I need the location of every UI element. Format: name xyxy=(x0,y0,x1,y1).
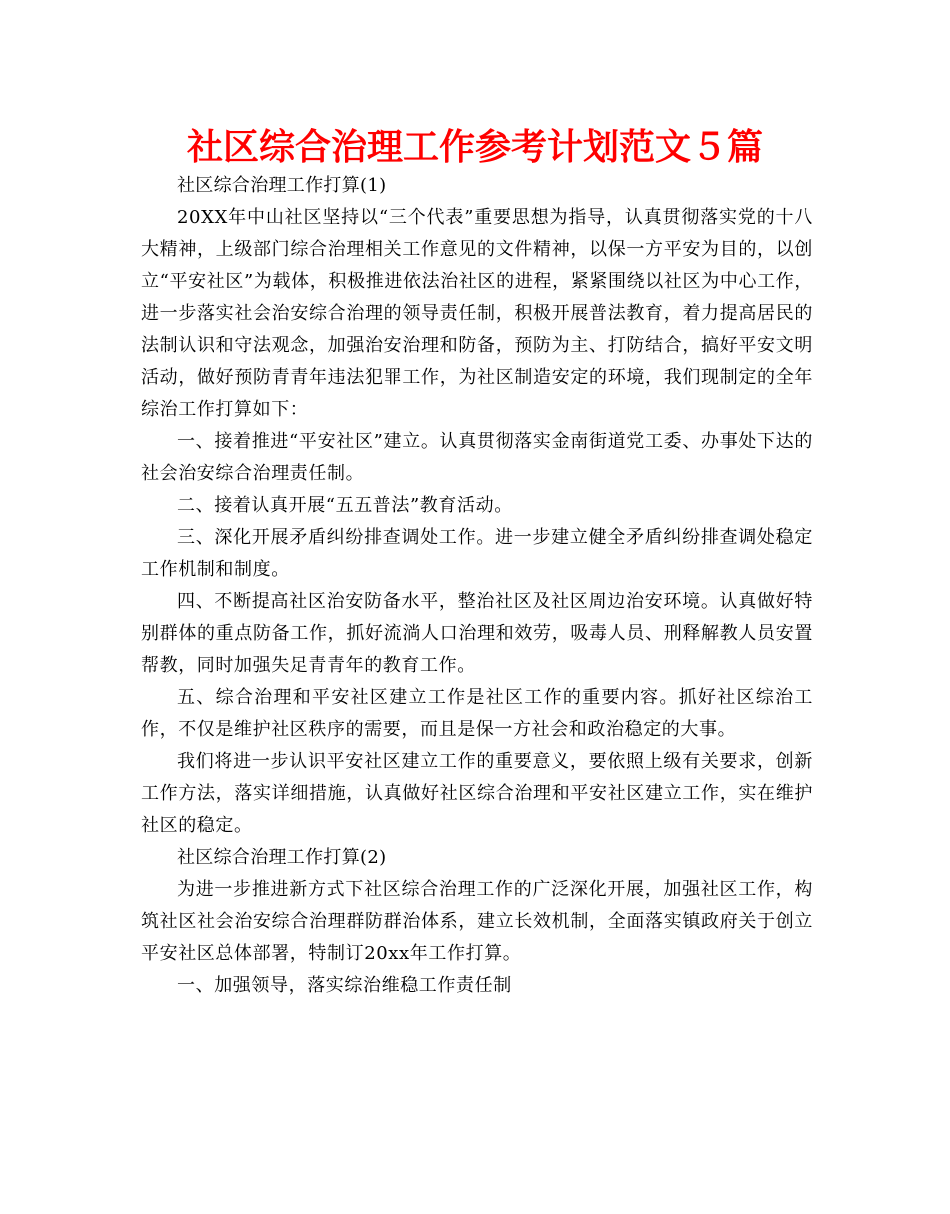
paragraph-item-3: 三、深化开展矛盾纠纷排查调处工作。进一步建立健全矛盾纠纷排查调处稳定工作机制和制度。 xyxy=(141,527,813,580)
document-body xyxy=(141,170,813,1002)
paragraph-item-4: 四、不断提高社区治安防备水平，整治社区及社区周边治安环境。认真做好特别群体的重点防备工作，抓好流淌人口治理和效劳，吸毒人员、刑释解教人员安置帮教，同时加强失足青青年的教育工作。 xyxy=(141,591,813,676)
paragraph-intro: 20XX年中山社区坚持以“三个代表”重要思想为指导，认真贯彻落实党的十八大精神，上级部门综合治理相关工作意见的文件精神，以保一方平安为目的，以创立“平安社区”为载体，积极推进依法治社区的进程，紧紧围绕以社区为中心工作，进一步落实社会治安综合治理的领导责任制，积极开展普法教育，着力提高居民的法制认识和守法观念，加强治安治理和防备，预防为主、打防结合，搞好平安文明活动，做好预防青青年违法犯罪工作，为社区制造安定的环境，我们现制定的全年综治工作打算如下： xyxy=(141,207,813,420)
paragraph-subheading-1: 一、加强领导，落实综治维稳工作责任制 xyxy=(177,975,512,996)
paragraph-item-5: 五、综合治理和平安社区建立工作是社区工作的重要内容。抓好社区综治工作，不仅是维护社区秩序的需要，而且是保一方社会和政治稳定的大事。 xyxy=(141,687,813,740)
paragraph-item-1: 一、接着推进“平安社区”建立。认真贯彻落实金南街道党工委、办事处下达的社会治安综合治理责任制。 xyxy=(141,431,813,484)
section-heading-2: 社区综合治理工作打算(2) xyxy=(177,847,387,868)
section-heading-1: 社区综合治理工作打算(1) xyxy=(177,175,387,196)
paragraph-item-2: 二、接着认真开展“五五普法”教育活动。 xyxy=(177,495,513,516)
paragraph-conclusion: 我们将进一步认识平安社区建立工作的重要意义，要依照上级有关要求，创新工作方法，落实详细措施，认真做好社区综合治理和平安社区建立工作，实在维护社区的稳定。 xyxy=(141,751,813,836)
document-title: 社区综合治理工作参考计划范文５篇 xyxy=(186,127,763,168)
paragraph-intro-2: 为进一步推进新方式下社区综合治理工作的广泛深化开展，加强社区工作，构筑社区社会治安综合治理群防群治体系，建立长效机制，全面落实镇政府关于创立平安社区总体部署，特制订20xx年工作打算。 xyxy=(141,879,813,964)
